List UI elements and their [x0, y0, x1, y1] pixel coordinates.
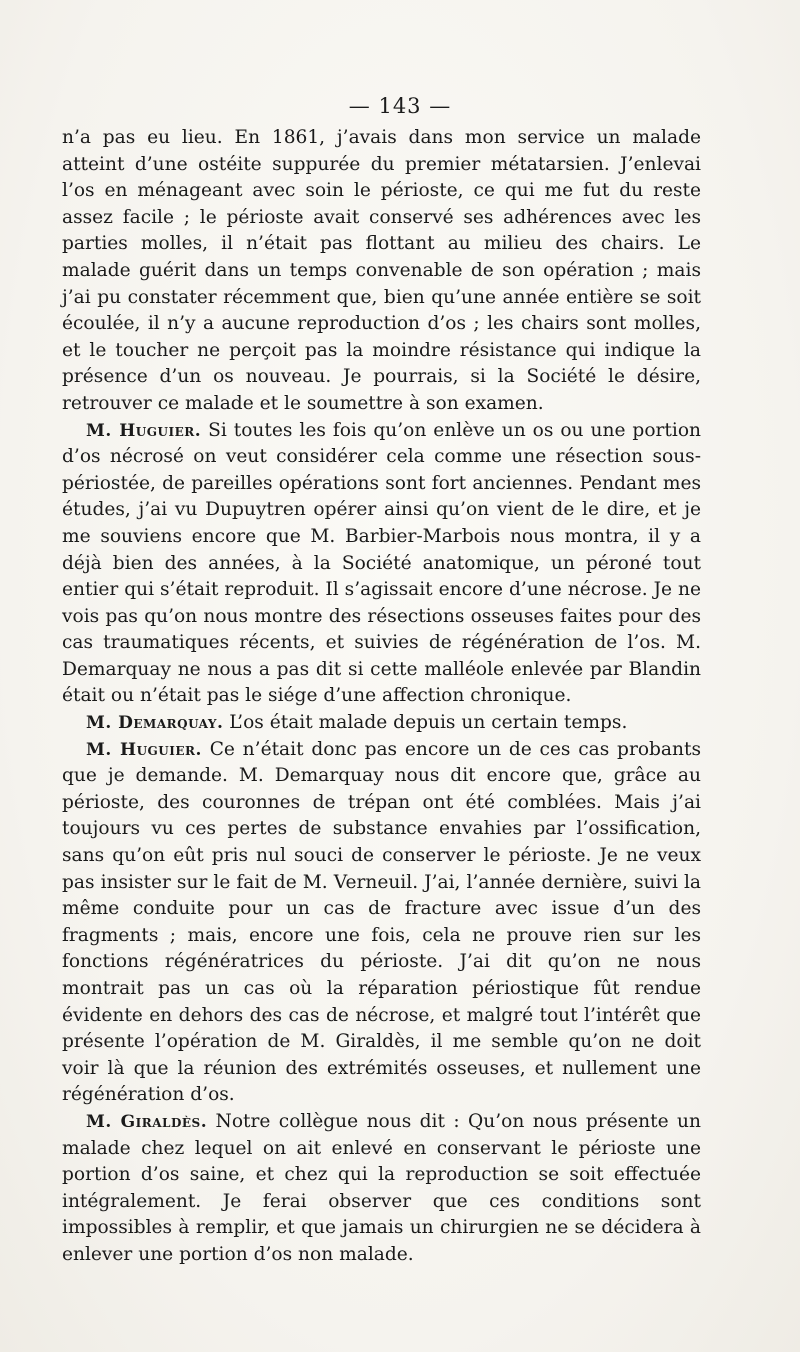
paragraph-text: L’os était malade depuis un certain temps. — [229, 712, 628, 734]
paragraph-giraldes — [62, 1109, 701, 1269]
speaker-name: M. Huguier. — [86, 420, 202, 441]
speaker-name: M. Huguier. — [86, 739, 202, 760]
paragraph-continuation — [62, 125, 701, 418]
paragraph-huguier-1 — [62, 418, 701, 711]
speaker-name: M. Giraldès. — [86, 1111, 208, 1132]
paragraph-demarquay — [62, 710, 701, 737]
page-number: — 143 — — [348, 94, 452, 118]
paragraph-text: Ce n’était donc pas encore un de ces cas probants que je demande. M. Demarquay nous dit encore que, grâce au périoste, des couronnes de trépan ont été comblées. Mais j’ai toujours vu ces pertes de substance envahies par l’ossification, sans qu’on eût pris nul souci de conserver le périoste. Je ne veux pas insister sur le fait de M. Verneuil. J’ai, l’année dernière, suivi la même conduite pour un cas de fracture avec issue d’un des fragments ; mais, encore une fois, cela ne prouve rien sur les fonctions régénératrices du périoste. J’ai dit qu’on ne nous montrait pas un cas où la réparation périostique fût rendue évidente en dehors des cas de nécrose, et malgré tout l’intérêt que présente l’opération de M. Giraldès, il me semble qu’on ne doit voir là que la réunion des extrémités osseuses, et nullement une régénération d’os. — [62, 738, 701, 1106]
body-text — [62, 125, 701, 1269]
paragraph-text: n’a pas eu lieu. En 1861, j’avais dans mon service un malade atteint d’une ostéite suppurée du premier métatarsien. J’enlevai l’os en ménageant avec soin le périoste, ce qui me fut du reste assez facile ; le périoste avait conservé ses adhérences avec les parties molles, il n’était pas flottant au milieu des chairs. Le malade guérit dans un temps convenable de son opération ; mais j’ai pu constater récemment que, bien qu’une année entière se soit écoulée, il n’y a aucune reproduction d’os ; les chairs sont molles, et le toucher ne perçoit pas la moindre résistance qui indique la présence d’un os nouveau. Je pourrais, si la Société le désire, retrouver ce malade et le soumettre à son examen. — [62, 127, 701, 414]
speaker-name: M. Demarquay. — [86, 713, 224, 734]
paragraph-huguier-2 — [62, 737, 701, 1109]
paragraph-text: Notre collègue nous dit : Qu’on nous présente un malade chez lequel on ait enlevé en conservant le périoste une portion d’os saine, et chez qui la reproduction se soit effectuée intégralement. Je ferai observer que ces conditions sont impossibles à remplir, et que jamais un chirurgien ne se décidera à enlever une portion d’os non malade. — [62, 1110, 701, 1265]
paragraph-text: Si toutes les fois qu’on enlève un os ou une portion d’os nécrosé on veut considérer cela comme une résection sous-périostée, de pareilles opérations sont fort anciennes. Pendant mes études, j’ai vu Dupuytren opérer ainsi qu’on vient de le dire, et je me souviens encore que M. Barbier-Marbois nous montra, il y a déjà bien des années, à la Société anatomique, un péroné tout entier qui s’était reproduit. Il s’agissait encore d’une nécrose. Je ne vois pas qu’on nous montre des résections osseuses faites pour des cas traumatiques récents, et suivies de régénération de l’os. M. Demarquay ne nous a pas dit si cette malléole enlevée par Blandin était ou n’était pas le siége d’une affection chronique. — [62, 419, 701, 707]
